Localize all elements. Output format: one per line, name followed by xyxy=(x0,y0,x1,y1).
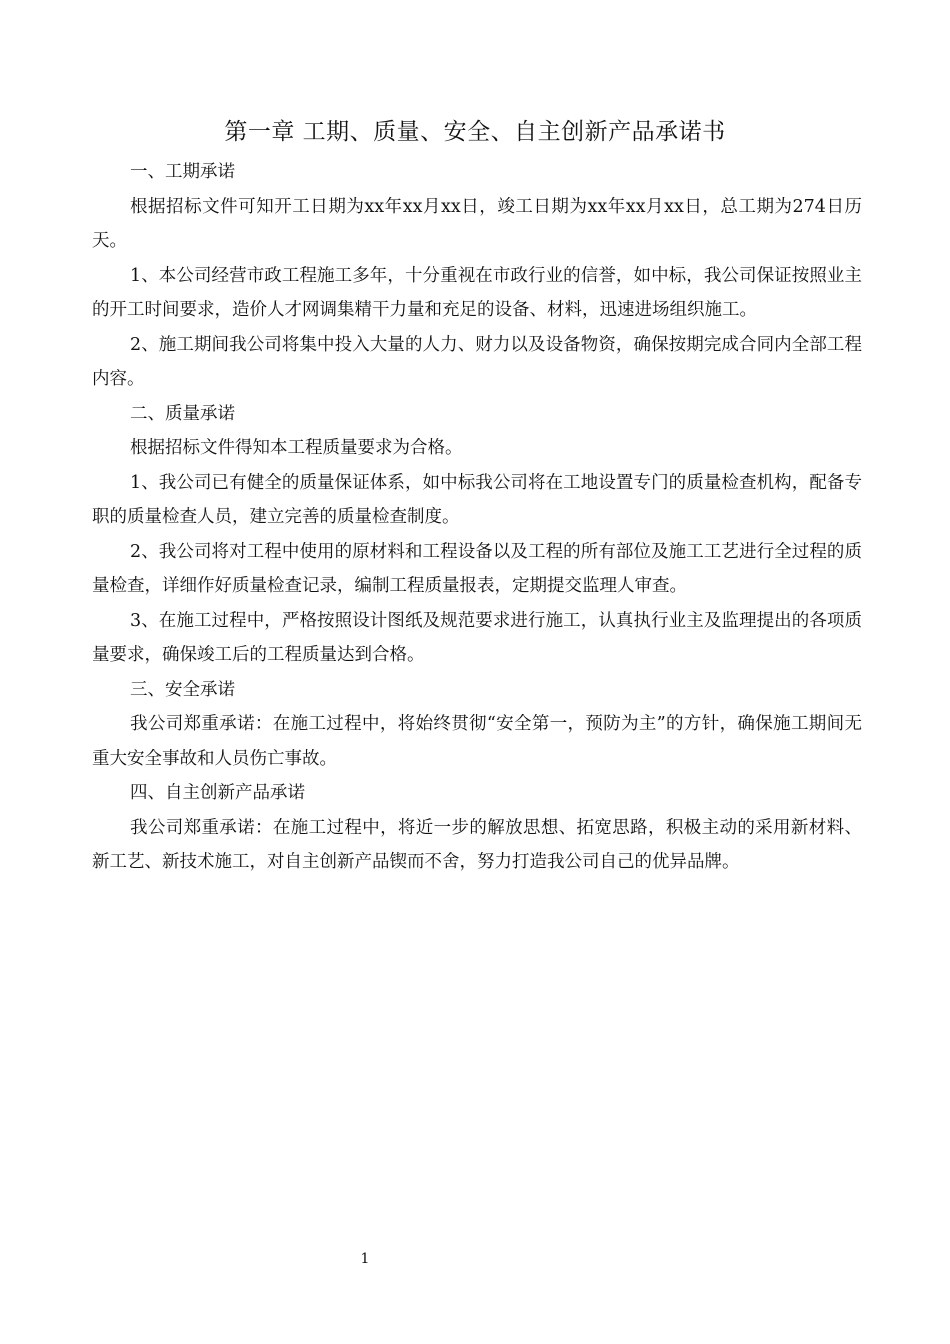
section-innovation-commitment xyxy=(92,776,862,880)
paragraph: 2、我公司将对工程中使用的原材料和工程设备以及工程的所有部位及施工工艺进行全过程的质量检查，详细作好质量检查记录，编制工程质量报表，定期提交监理人审查。 xyxy=(92,541,862,596)
paragraph: 我公司郑重承诺：在施工过程中，将近一步的解放思想、拓宽思路，积极主动的采用新材料、新工艺、新技术施工，对自主创新产品锲而不舍，努力打造我公司自己的优异品牌。 xyxy=(92,817,862,872)
page-number: 1 xyxy=(360,1251,370,1267)
section-heading: 二、质量承诺 xyxy=(130,403,235,424)
document-body xyxy=(92,155,862,880)
paragraph: 3、在施工过程中，严格按照设计图纸及规范要求进行施工，认真执行业主及监理提出的各项质量要求，确保竣工后的工程质量达到合格。 xyxy=(92,610,862,665)
document-title: 第一章 工期、质量、安全、自主创新产品承诺书 xyxy=(224,119,726,145)
section-heading: 三、安全承诺 xyxy=(130,679,235,700)
paragraph: 1、我公司已有健全的质量保证体系，如中标我公司将在工地设置专门的质量检查机构，配备专职的质量检查人员，建立完善的质量检查制度。 xyxy=(92,472,862,527)
paragraph: 2、施工期间我公司将集中投入大量的人力、财力以及设备物资，确保按期完成合同内全部工程内容。 xyxy=(92,334,862,389)
paragraph: 1、本公司经营市政工程施工多年，十分重视在市政行业的信誉，如中标，我公司保证按照业主的开工时间要求，造价人才网调集精干力量和充足的设备、材料，迅速进场组织施工。 xyxy=(92,265,862,320)
paragraph: 根据招标文件得知本工程质量要求为合格。 xyxy=(130,438,463,458)
paragraph: 根据招标文件可知开工日期为xx年xx月xx日，竣工日期为xx年xx月xx日，总工期为274日历天。 xyxy=(92,196,862,251)
section-heading: 一、工期承诺 xyxy=(130,162,235,182)
paragraph: 我公司郑重承诺：在施工过程中，将始终贯彻“安全第一，预防为主”的方针，确保施工期间无重大安全事故和人员伤亡事故。 xyxy=(92,714,862,769)
section-heading: 四、自主创新产品承诺 xyxy=(130,783,305,803)
section-safety-commitment xyxy=(92,673,862,777)
section-schedule-commitment xyxy=(92,155,862,397)
section-quality-commitment xyxy=(92,397,862,673)
